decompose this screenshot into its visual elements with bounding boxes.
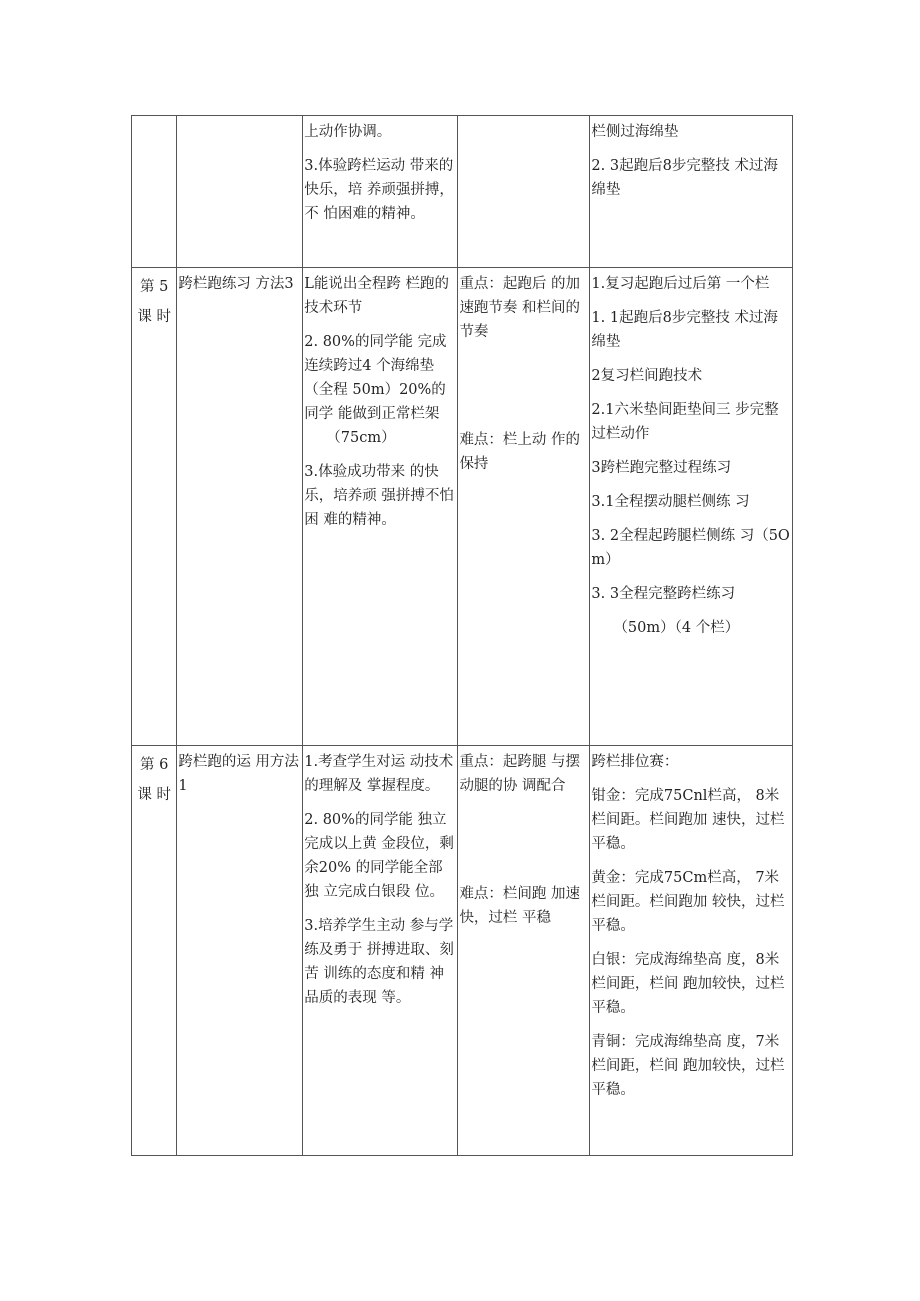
goal-item: 2. 80%的同学能 独立完成以上黄 金段位，剩余20% 的同学能全部独 立完成白银段 位。 [304, 812, 454, 900]
lesson-cell [132, 268, 177, 746]
goal-item: 2. 80%的同学能 完成连续跨过4 个海绵垫（全程 50m）20%的同学 能做到正常栏架 [304, 334, 447, 422]
content-cell [177, 116, 303, 268]
lesson-label: 第 5 课 时 [137, 279, 171, 325]
goal-item: 1.考查学生对运 动技术的理解及 掌握程度。 [304, 754, 454, 794]
goal-item: 3.体验跨栏运动 带来的快乐，培 养顽强拼搏，不 怕困难的精神。 [304, 158, 454, 222]
step-item: 钳金：完成75Cnl栏高， 8米栏间距。栏间跑加 速快，过栏平稳。 [591, 788, 785, 852]
goal-item: 3.培养学生主动 参与学练及勇于 拼搏进取、刻苦 训练的态度和精 神品质的表现 等。 [304, 918, 454, 1006]
content-text: 跨栏跑的运 用方法1 [178, 754, 299, 794]
step-item: 白银：完成海绵垫高 度，8米栏间距，栏间 跑加较快，过栏平稳。 [591, 952, 785, 1016]
content-cell [177, 268, 303, 746]
step-item: （50m）（4 个栏） [613, 620, 740, 636]
step-item: 2.1六米垫间距垫间三 步完整过栏动作 [591, 402, 779, 442]
content-cell [177, 746, 303, 1156]
step-item: 2复习栏间跑技术 [591, 368, 703, 384]
focus-cell [458, 268, 590, 746]
goals-cell [303, 268, 458, 746]
goal-item: 上动作协调。 [304, 124, 392, 140]
goal-item: L能说出全程跨 栏跑的技术环节 [304, 276, 450, 316]
steps-cell [590, 268, 793, 746]
key-point-text: 重点：起跨腿 与摆动腿的协 调配合 [459, 754, 581, 794]
table-row [132, 116, 793, 268]
step-item: 1.复习起跑后过后第 一个栏 [591, 276, 770, 292]
steps-cell [590, 746, 793, 1156]
table-row [132, 268, 793, 746]
focus-cell [458, 116, 590, 268]
content-text: 跨栏跑练习 方法3 [178, 276, 294, 292]
step-item: 1. 1起跑后8步完整技 术过海绵垫 [591, 310, 778, 350]
goals-cell [303, 116, 458, 268]
key-point-text: 重点：起跑后 的加速跑节奏 和栏间的节奏 [459, 276, 581, 340]
step-item: 3. 3全程完整跨栏练习 [591, 586, 736, 602]
goals-cell [303, 746, 458, 1156]
goal-item: 3.体验成功带来 的快乐，培养顽 强拼搏不怕困 难的精神。 [304, 464, 454, 528]
lesson-plan-table [131, 115, 793, 1156]
step-item: 青铜：完成海绵垫高 度，7米栏间距，栏间 跑加较快，过栏平稳。 [591, 1034, 785, 1098]
goal-item: （75cm） [326, 430, 396, 446]
step-item: 3.1全程摆动腿栏侧练 习 [591, 494, 750, 510]
focus-cell [458, 746, 590, 1156]
table-row [132, 746, 793, 1156]
steps-cell [590, 116, 793, 268]
step-item: 栏侧过海绵垫 [591, 124, 679, 140]
step-item: 3跨栏跑完整过程练习 [591, 460, 732, 476]
lesson-cell [132, 116, 177, 268]
step-item: 黄金：完成75Cm栏高， 7米栏间距。栏间跑加 较快，过栏平稳。 [591, 870, 785, 934]
lesson-cell [132, 746, 177, 1156]
step-item: 3. 2全程起跨腿栏侧练 习（5Om） [591, 528, 790, 568]
step-item: 2. 3起跑后8步完整技 术过海绵垫 [591, 158, 778, 198]
lesson-label: 第 6 课 时 [137, 757, 171, 803]
step-item: 跨栏排位赛： [591, 754, 679, 770]
difficulty-text: 难点：栏上动 作的保持 [459, 432, 581, 472]
difficulty-text: 难点：栏间跑 加速快，过栏 平稳 [459, 886, 581, 926]
